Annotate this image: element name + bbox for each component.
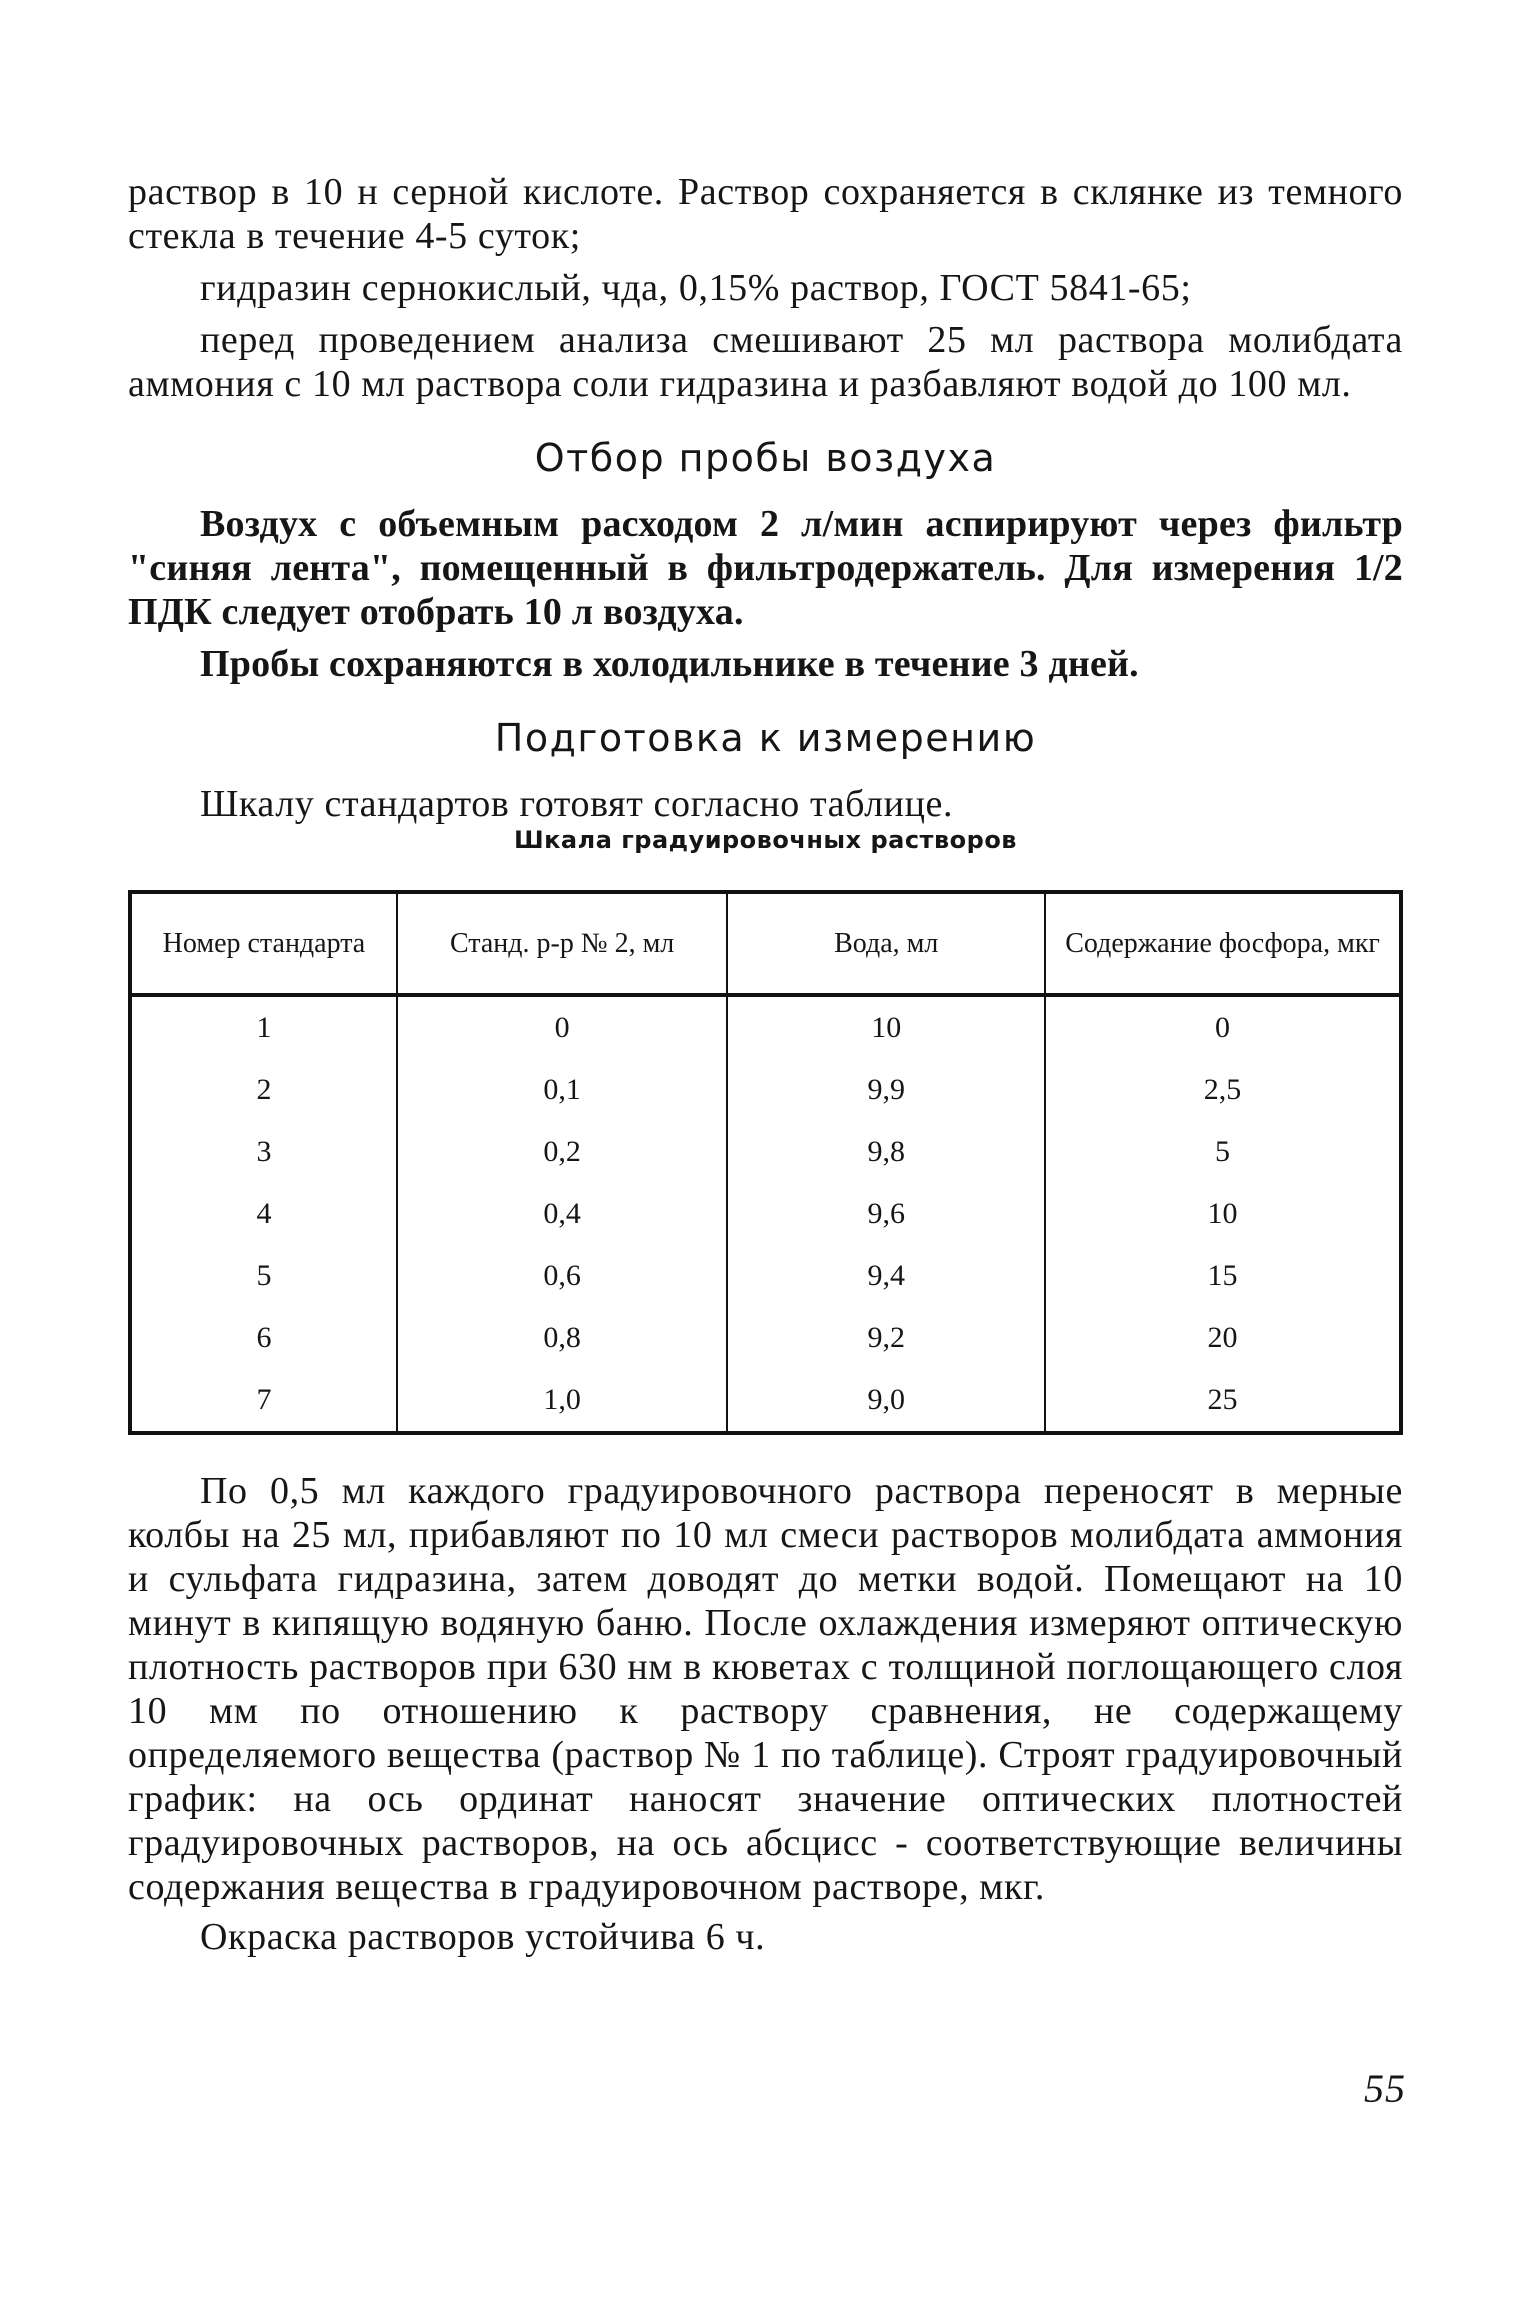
column-header-standard-number: Номер стандарта — [130, 892, 397, 995]
table-caption: Шкала градуировочных растворов — [513, 826, 1017, 854]
table-cell: 1,0 — [397, 1369, 727, 1433]
table-cell: 20 — [1045, 1307, 1401, 1369]
table-cell: 9,8 — [727, 1121, 1045, 1183]
column-header-water: Вода, мл — [727, 892, 1045, 995]
table-cell: 2 — [130, 1059, 397, 1121]
intro-paragraph-1: раствор в 10 н серной кислоте. Раствор сохраняется в склянке из темного стекла в течение 4-5 суток; — [128, 171, 1403, 257]
table-cell: 9,9 — [727, 1059, 1045, 1121]
column-header-standard-solution: Станд. р-р № 2, мл — [397, 892, 727, 995]
color-stability-note: Окраска растворов устойчива 6 ч. — [200, 1916, 766, 1958]
table-cell: 9,2 — [727, 1307, 1045, 1369]
table-cell: 10 — [727, 995, 1045, 1059]
table-cell: 0 — [397, 995, 727, 1059]
table-row — [130, 1121, 1401, 1183]
table-cell: 9,4 — [727, 1245, 1045, 1307]
table-row — [130, 1059, 1401, 1121]
calibration-table — [128, 890, 1403, 1435]
table-row — [130, 1245, 1401, 1307]
table-cell: 5 — [130, 1245, 397, 1307]
intro-paragraph-2: гидразин сернокислый, чда, 0,15% раствор, ГОСТ 5841-65; — [200, 267, 1192, 309]
intro-paragraph-3: перед проведением анализа смешивают 25 мл раствора молибдата аммония с 10 мл раствора соли гидразина и разбавляют водой до 100 мл. — [128, 319, 1403, 405]
table-cell: 1 — [130, 995, 397, 1059]
table-cell: 3 — [130, 1121, 397, 1183]
section-heading-air-sampling: Отбор пробы воздуха — [534, 436, 997, 480]
table-cell: 0,6 — [397, 1245, 727, 1307]
preparation-intro: Шкалу стандартов готовят согласно таблице. — [200, 783, 954, 825]
table-cell: 4 — [130, 1183, 397, 1245]
table-cell: 0,1 — [397, 1059, 727, 1121]
air-sampling-paragraph-1: Воздух с объемным расходом 2 л/мин аспирируют через фильтр "синяя лента", помещенный в фильтродержатель. Для измерения 1/2 ПДК следует отобрать 10 л воздуха. — [128, 503, 1403, 633]
table-cell: 0,8 — [397, 1307, 727, 1369]
page-content — [128, 170, 1403, 1959]
table-cell: 10 — [1045, 1183, 1401, 1245]
table-cell: 0,4 — [397, 1183, 727, 1245]
column-header-phosphorus-content: Содержание фосфора, мкг — [1045, 892, 1401, 995]
air-sampling-paragraph-2: Пробы сохраняются в холодильнике в течение 3 дней. — [200, 643, 1139, 685]
table-cell: 15 — [1045, 1245, 1401, 1307]
table-cell: 2,5 — [1045, 1059, 1401, 1121]
table-cell: 9,0 — [727, 1369, 1045, 1433]
section-heading-preparation: Подготовка к измерению — [494, 716, 1037, 760]
page-number: 55 — [1364, 2066, 1406, 2111]
table-row — [130, 1369, 1401, 1433]
table-cell: 25 — [1045, 1369, 1401, 1433]
table-row — [130, 995, 1401, 1059]
table-row — [130, 1183, 1401, 1245]
table-row — [130, 1307, 1401, 1369]
table-cell: 7 — [130, 1369, 397, 1433]
table-cell: 0,2 — [397, 1121, 727, 1183]
table-cell: 5 — [1045, 1121, 1401, 1183]
table-cell: 6 — [130, 1307, 397, 1369]
table-cell: 0 — [1045, 995, 1401, 1059]
table-header-row — [130, 892, 1401, 995]
procedure-paragraph: По 0,5 мл каждого градуировочного раствора переносят в мерные колбы на 25 мл, прибавляют по 10 мл смеси растворов молибдата аммония и сульфата гидразина, затем доводят до метки водой. Помещают на 10 минут в кипящую водяную баню. После охлаждения измеряют оптическую плотность растворов при 630 нм в кюветах с толщиной поглощающего слоя 10 мм по отношению к раствору сравнения, не содержащему определяемого вещества (раствор № 1 по таблице). Строят градуировочный график: на ось ординат наносят значение оптических плотностей градуировочных растворов, на ось абсцисс - соответствующие величины содержания вещества в градуировочном растворе, мкг. — [128, 1470, 1403, 1908]
table-cell: 9,6 — [727, 1183, 1045, 1245]
